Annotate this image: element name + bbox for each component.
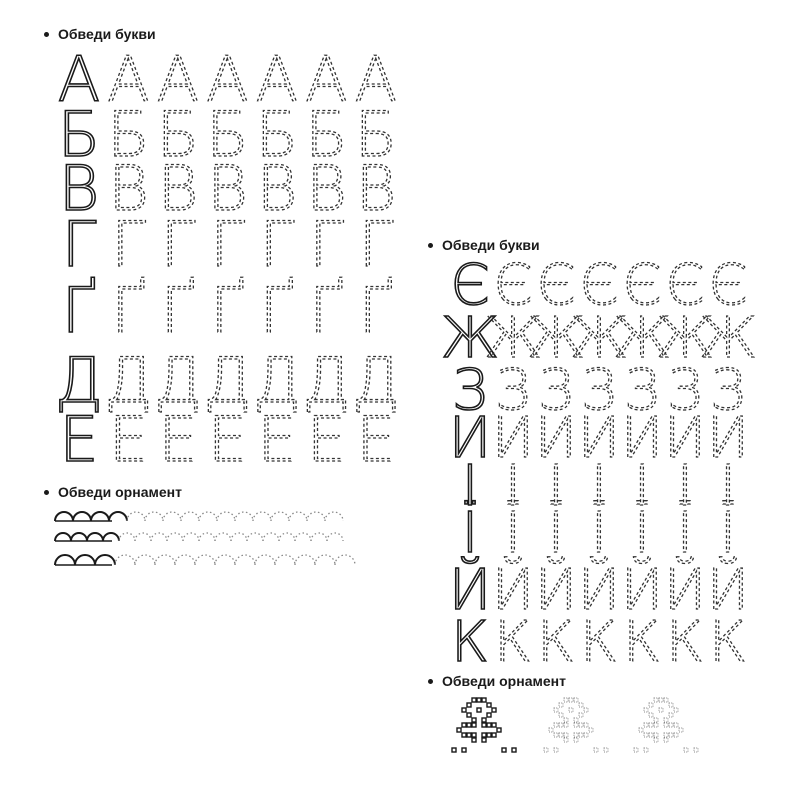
model-letter: І (461, 454, 479, 519)
ornament-cell (674, 708, 678, 712)
trace-letter: Й (491, 558, 535, 623)
model-letter: Й (448, 558, 492, 623)
ornament-cell (487, 713, 491, 717)
model-ornament (452, 698, 516, 752)
ornament-cell (482, 738, 486, 742)
trace-arch (115, 555, 135, 565)
trace-arch (327, 533, 343, 541)
trace-letter: Й (706, 558, 750, 623)
ornament-cell (574, 718, 578, 722)
ornament-cell (649, 713, 653, 717)
ornament-cell (589, 728, 593, 732)
trace-letter: Ж (698, 306, 758, 371)
model-letter: З (452, 358, 488, 423)
trace-letter: Ґ (309, 274, 344, 347)
trace-arch (271, 512, 289, 521)
trace-letter: З (624, 358, 660, 423)
model-letter: А (57, 43, 101, 116)
ornament-cell (604, 748, 608, 752)
trace-letter: Ї (504, 501, 522, 566)
model-arch (73, 512, 91, 521)
trace-letter: Ґ (160, 274, 196, 347)
trace-letter: Ї (590, 501, 608, 566)
trace-letter: Є (665, 253, 705, 318)
trace-arch (279, 533, 295, 541)
trace-arch (119, 533, 135, 541)
trace-arch (135, 555, 155, 565)
ornament-cell (674, 733, 678, 737)
trace-letter: Д (104, 344, 153, 417)
ornament-cell (492, 708, 496, 712)
trace-letter: І (633, 454, 651, 519)
trace-letter: Е (108, 403, 149, 476)
ornament-cell (482, 698, 486, 702)
trace-letter: З (581, 358, 617, 423)
ornament-cell (477, 698, 481, 702)
ornament-cell (579, 703, 583, 707)
ornament-cell (487, 733, 491, 737)
model-letter: Є (450, 253, 490, 318)
trace-arch (183, 533, 199, 541)
trace-letter: К (709, 610, 747, 675)
right-letter-row (462, 501, 737, 566)
trace-arch (295, 555, 315, 565)
trace-letter: Ж (612, 306, 672, 371)
trace-letter: Д (252, 344, 302, 417)
ornament-cell (654, 738, 658, 742)
trace-letter: З (495, 358, 531, 423)
ornament-cell (584, 733, 588, 737)
trace-arch (263, 533, 279, 541)
model-arch (95, 555, 115, 565)
trace-letter: К (537, 610, 575, 675)
trace-arch (195, 555, 215, 565)
ornament-cell (674, 723, 678, 727)
model-letter: К (451, 610, 489, 675)
trace-letter: З (710, 358, 746, 423)
model-arch (55, 512, 73, 521)
ornament-cell (512, 748, 516, 752)
trace-letter: А (354, 43, 398, 116)
model-arch (55, 533, 71, 541)
trace-letter: К (494, 610, 532, 675)
trace-ornament (634, 698, 698, 752)
model-letter: Г (61, 208, 97, 281)
ornament-cell (502, 748, 506, 752)
trace-letter: Г (210, 208, 245, 281)
trace-letter: Є (493, 253, 533, 318)
ornament-cell (669, 723, 673, 727)
trace-letter: Б (107, 98, 150, 171)
ornament-cell (664, 723, 668, 727)
trace-letter: Г (259, 208, 295, 281)
ornament-cell (694, 748, 698, 752)
model-arch (91, 512, 109, 521)
ornament-cell (664, 738, 668, 742)
trace-letter: В (256, 152, 298, 225)
trace-arch (247, 533, 263, 541)
ornament-cell (462, 723, 466, 727)
left-letter-row (62, 274, 394, 347)
trace-letter: Б (206, 98, 249, 171)
ornament-cell (564, 723, 568, 727)
ornament-cell (472, 733, 476, 737)
ornament-cell (654, 733, 658, 737)
ornament-cell (569, 708, 573, 712)
model-arch (87, 533, 103, 541)
ornament-cell (472, 723, 476, 727)
trace-letter: Ї (633, 501, 651, 566)
right-letter-rows (441, 253, 757, 675)
trace-arch (199, 533, 215, 541)
trace-letter: И (577, 406, 621, 471)
trace-letter: Г (160, 208, 196, 281)
trace-letter: А (156, 43, 200, 116)
model-arch (55, 555, 75, 565)
ornament-cell (559, 733, 563, 737)
trace-letter: Б (255, 98, 299, 171)
model-letter: В (58, 152, 100, 225)
trace-letter: Г (358, 208, 394, 281)
ornament-cell (644, 708, 648, 712)
ornament-cell (634, 748, 638, 752)
trace-letter: З (538, 358, 574, 423)
trace-letter: Є (708, 253, 748, 318)
trace-arch (199, 512, 217, 521)
ornament-cell (467, 703, 471, 707)
ornament-row (55, 555, 355, 565)
model-letter: Ґ (61, 274, 97, 347)
trace-letter: Ґ (210, 274, 245, 347)
ornament-cell (467, 713, 471, 717)
ornament-cell (659, 698, 663, 702)
trace-letter: І (719, 454, 737, 519)
trace-letter: А (206, 43, 249, 116)
ornament-cell (664, 718, 668, 722)
ornament-cell (654, 698, 658, 702)
ornament-cell (669, 733, 673, 737)
trace-letter: І (504, 454, 522, 519)
trace-letter: Ж (569, 306, 629, 371)
trace-letter: В (306, 152, 347, 225)
trace-arch (135, 533, 151, 541)
trace-arch (215, 555, 235, 565)
ornament-cell (644, 723, 648, 727)
ornament-cell (659, 708, 663, 712)
trace-letter: Ї (676, 501, 694, 566)
ornament-cell (564, 718, 568, 722)
trace-arch (145, 512, 163, 521)
trace-arch (311, 533, 327, 541)
trace-letter: Й (577, 558, 621, 623)
ornament-cell (482, 723, 486, 727)
ornament-cell (462, 733, 466, 737)
left-ornament-heading-text: Обведи орнамент (58, 484, 182, 500)
ornament-cell (462, 708, 466, 712)
trace-letter: Ї (547, 501, 565, 566)
ornament-cell (492, 723, 496, 727)
ornament-cell (579, 713, 583, 717)
trace-letter: В (355, 152, 397, 225)
model-letter: И (448, 406, 492, 471)
trace-letter: И (534, 406, 578, 471)
trace-letter: А (305, 43, 348, 116)
trace-letter: Ґ (111, 274, 146, 347)
trace-letter: Е (257, 403, 297, 476)
ornament-cell (462, 748, 466, 752)
trace-arch (295, 533, 311, 541)
trace-letter: Д (351, 344, 401, 417)
trace-letter: В (157, 152, 199, 225)
trace-letter: Б (305, 98, 348, 171)
trace-letter: Д (153, 344, 203, 417)
trace-letter: Е (356, 403, 396, 476)
trace-ornament (544, 698, 608, 752)
ornament-cell (554, 708, 558, 712)
trace-arch (325, 512, 343, 521)
trace-arch (335, 555, 355, 565)
trace-letter: І (590, 454, 608, 519)
trace-arch (155, 555, 175, 565)
ornament-cell (654, 718, 658, 722)
model-letter: Д (54, 344, 104, 417)
trace-arch (275, 555, 295, 565)
trace-letter: Б (156, 98, 200, 171)
ornament-cell (482, 733, 486, 737)
ornament-cell (554, 748, 558, 752)
trace-arch (217, 512, 235, 521)
trace-arch (315, 555, 335, 565)
ornament-cell (584, 708, 588, 712)
left-letter-row (59, 403, 395, 476)
ornament-cell (467, 723, 471, 727)
right-ornament-heading-text: Обведи орнамент (442, 673, 566, 689)
model-arch (75, 555, 95, 565)
ornament-cell (654, 723, 658, 727)
ornament-cell (487, 723, 491, 727)
ornament-cell (679, 728, 683, 732)
trace-letter: Ї (719, 501, 737, 566)
left-letters-heading-text: Обведи букви (58, 26, 156, 42)
ornament-cell (574, 738, 578, 742)
trace-arch (181, 512, 199, 521)
trace-letter: И (491, 406, 535, 471)
trace-letter: Б (354, 98, 398, 171)
trace-letter: В (108, 152, 149, 225)
ornament-cell (664, 698, 668, 702)
trace-letter: Д (203, 344, 252, 417)
ornament-cell (574, 733, 578, 737)
ornament-cell (639, 728, 643, 732)
ornament-cell (564, 698, 568, 702)
trace-letter: Г (111, 208, 146, 281)
trace-arch (235, 555, 255, 565)
trace-letter: З (667, 358, 703, 423)
ornament-cell (574, 723, 578, 727)
ornament-cell (549, 728, 553, 732)
trace-arch (235, 512, 253, 521)
trace-letter: І (547, 454, 565, 519)
model-arch (71, 533, 87, 541)
ornament-cell (457, 728, 461, 732)
trace-letter: А (107, 43, 150, 116)
ornament-cell (669, 713, 673, 717)
trace-letter: Е (158, 403, 198, 476)
trace-letter: Й (534, 558, 578, 623)
ornament-cell (684, 748, 688, 752)
model-letter: Ї (461, 501, 479, 566)
trace-letter: Є (579, 253, 619, 318)
trace-letter: И (620, 406, 664, 471)
trace-letter: К (580, 610, 618, 675)
trace-letter: Ґ (259, 274, 295, 347)
ornament-cell (569, 698, 573, 702)
trace-letter: Ж (526, 306, 586, 371)
right-ornament-row (452, 698, 698, 752)
ornament-cell (584, 723, 588, 727)
trace-arch (231, 533, 247, 541)
model-arch (103, 533, 119, 541)
trace-arch (307, 512, 325, 521)
ornament-row (55, 533, 343, 541)
trace-arch (175, 555, 195, 565)
ornament-cell (579, 733, 583, 737)
trace-letter: А (255, 43, 299, 116)
right-letter-row (451, 610, 747, 675)
ornament-row (55, 512, 343, 521)
trace-letter: И (663, 406, 707, 471)
trace-arch (289, 512, 307, 521)
trace-letter: Й (663, 558, 707, 623)
ornament-cell (594, 748, 598, 752)
ornament-cell (472, 698, 476, 702)
trace-arch (151, 533, 167, 541)
trace-letter: Е (207, 403, 248, 476)
trace-letter: Ґ (358, 274, 394, 347)
ornament-cell (544, 748, 548, 752)
model-letter: Е (59, 403, 99, 476)
trace-letter: И (706, 406, 750, 471)
ornament-cell (559, 703, 563, 707)
ornament-cell (559, 713, 563, 717)
ornament-cell (492, 733, 496, 737)
trace-arch (253, 512, 271, 521)
model-arch (109, 512, 127, 521)
trace-letter: В (207, 152, 248, 225)
model-letter: Б (57, 98, 101, 171)
trace-arch (255, 555, 275, 565)
ornament-cell (487, 703, 491, 707)
model-letter: Ж (440, 306, 500, 371)
ornament-cell (554, 723, 558, 727)
ornament-cell (574, 698, 578, 702)
ornament-cell (482, 718, 486, 722)
ornament-cell (644, 733, 648, 737)
ornament-cell (554, 733, 558, 737)
trace-arch (163, 512, 181, 521)
trace-arch (215, 533, 231, 541)
trace-arch (167, 533, 183, 541)
ornament-cell (472, 718, 476, 722)
left-ornament-rows (55, 512, 355, 565)
ornament-cell (649, 703, 653, 707)
trace-letter: Г (309, 208, 344, 281)
trace-letter: Ж (483, 306, 543, 371)
ornament-cell (467, 733, 471, 737)
trace-letter: Е (306, 403, 347, 476)
ornament-cell (477, 708, 481, 712)
ornament-cell (472, 738, 476, 742)
ornament-cell (564, 733, 568, 737)
ornament-cell (664, 733, 668, 737)
ornament-cell (649, 723, 653, 727)
trace-arch (127, 512, 145, 521)
trace-letter: Д (302, 344, 351, 417)
ornament-cell (579, 723, 583, 727)
right-letters-heading-text: Обведи букви (442, 237, 540, 253)
ornament-cell (564, 738, 568, 742)
ornament-cell (497, 728, 501, 732)
trace-letter: К (666, 610, 704, 675)
ornament-cell (452, 748, 456, 752)
trace-letter: Є (622, 253, 662, 318)
ornament-cell (649, 733, 653, 737)
trace-letter: К (623, 610, 661, 675)
ornament-cell (644, 748, 648, 752)
trace-letter: Ж (655, 306, 715, 371)
trace-letter: Й (620, 558, 664, 623)
trace-letter: І (676, 454, 694, 519)
ornament-cell (669, 703, 673, 707)
trace-letter: Є (536, 253, 576, 318)
ornament-cell (559, 723, 563, 727)
left-letter-rows (55, 43, 400, 476)
